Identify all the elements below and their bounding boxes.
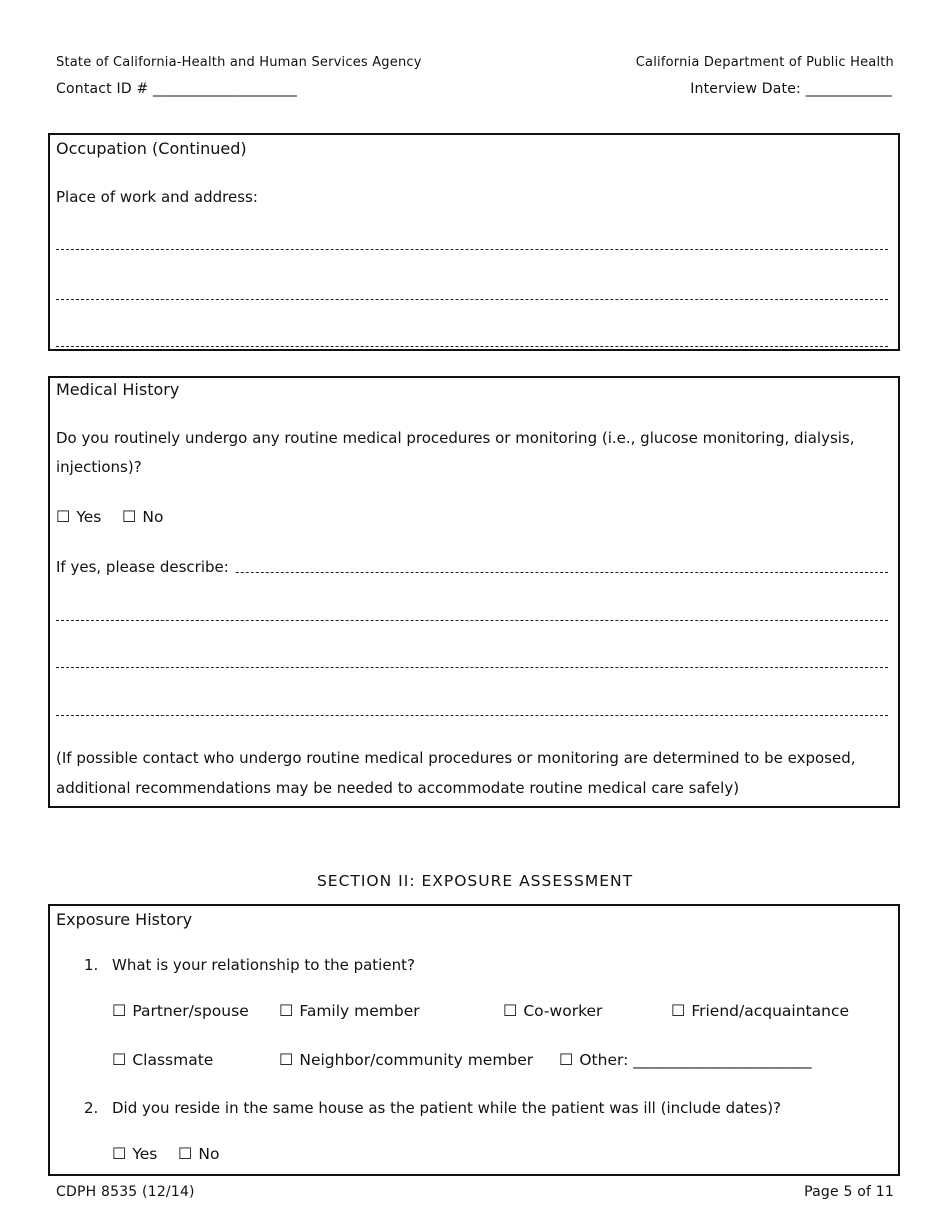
place-of-work-line-1[interactable] [56, 249, 888, 250]
option-label: Classmate [132, 1051, 214, 1069]
option-friend-acquaintance[interactable] [671, 1001, 849, 1020]
form-id: CDPH 8535 (12/14) [56, 1184, 195, 1200]
option-label: Partner/spouse [132, 1002, 249, 1020]
agency-name: State of California-Health and Human Services Agency [56, 55, 422, 70]
department-name: California Department of Public Health [635, 55, 894, 70]
interview-date-field[interactable]: Interview Date: ____________ [690, 81, 892, 97]
medical-question-line-2: injections)? [56, 458, 142, 476]
occupation-section [48, 133, 900, 351]
checkbox-icon[interactable]: ☐ [112, 1144, 127, 1163]
checkbox-icon[interactable]: ☐ [112, 1050, 127, 1069]
checkbox-icon[interactable]: ☐ [503, 1001, 518, 1020]
reside-no-label: No [198, 1145, 220, 1163]
question-2-number: 2. [84, 1099, 99, 1117]
describe-line-2[interactable] [56, 620, 888, 621]
describe-label: If yes, please describe: [56, 558, 235, 576]
option-label: Friend/acquaintance [691, 1002, 850, 1020]
page-number: Page 5 of 11 [804, 1184, 894, 1200]
option-label: Neighbor/community member [299, 1051, 534, 1069]
checkbox-icon[interactable]: ☐ [56, 507, 71, 526]
option-label: Family member [299, 1002, 420, 1020]
checkbox-icon[interactable]: ☐ [671, 1001, 686, 1020]
place-of-work-line-3[interactable] [56, 346, 888, 347]
option-co-worker[interactable] [503, 1001, 602, 1020]
medical-question-line-1: Do you routinely undergo any routine medical procedures or monitoring (i.e., glucose monitoring, dialysis, [56, 429, 855, 447]
medical-no-option[interactable] [122, 507, 163, 526]
checkbox-icon[interactable]: ☐ [178, 1144, 193, 1163]
section-title: SECTION II: EXPOSURE ASSESSMENT [316, 872, 634, 890]
medical-note-line-1: (If possible contact who undergo routine medical procedures or monitoring are determined to be exposed, [56, 749, 856, 767]
describe-line-3[interactable] [56, 667, 888, 668]
question-2-text: Did you reside in the same house as the patient while the patient was ill (include dates)? [112, 1099, 782, 1117]
place-of-work-label: Place of work and address: [56, 188, 258, 206]
checkbox-icon[interactable]: ☐ [279, 1050, 294, 1069]
medical-history-section [48, 376, 900, 808]
medical-no-label: No [142, 508, 164, 526]
option-partner-spouse[interactable] [112, 1001, 249, 1020]
medical-yes-label: Yes [76, 508, 102, 526]
option-classmate[interactable] [112, 1050, 213, 1069]
exposure-history-section [48, 904, 900, 1176]
reside-yes-label: Yes [132, 1145, 158, 1163]
option-neighbor-community-member[interactable] [279, 1050, 533, 1069]
reside-no-option[interactable] [178, 1144, 219, 1163]
checkbox-icon[interactable]: ☐ [279, 1001, 294, 1020]
option-other[interactable] [559, 1050, 811, 1069]
medical-history-title: Medical History [56, 380, 180, 399]
medical-note-line-2: additional recommendations may be needed to accommodate routine medical care safely) [56, 779, 740, 797]
contact-id-field[interactable]: Contact ID # ____________________ [56, 81, 298, 97]
exposure-history-title: Exposure History [56, 910, 193, 929]
occupation-title: Occupation (Continued) [56, 139, 247, 158]
medical-yes-option[interactable] [56, 507, 101, 526]
checkbox-icon[interactable]: ☐ [559, 1050, 574, 1069]
reside-yes-option[interactable] [112, 1144, 157, 1163]
checkbox-icon[interactable]: ☐ [122, 507, 137, 526]
describe-line-4[interactable] [56, 715, 888, 716]
option-label: Co-worker [523, 1002, 603, 1020]
place-of-work-line-2[interactable] [56, 299, 888, 300]
question-1-text: What is your relationship to the patient? [112, 956, 415, 974]
option-label: Other: _______________________ [579, 1051, 812, 1069]
option-family-member[interactable] [279, 1001, 420, 1020]
checkbox-icon[interactable]: ☐ [112, 1001, 127, 1020]
question-1-number: 1. [84, 956, 99, 974]
